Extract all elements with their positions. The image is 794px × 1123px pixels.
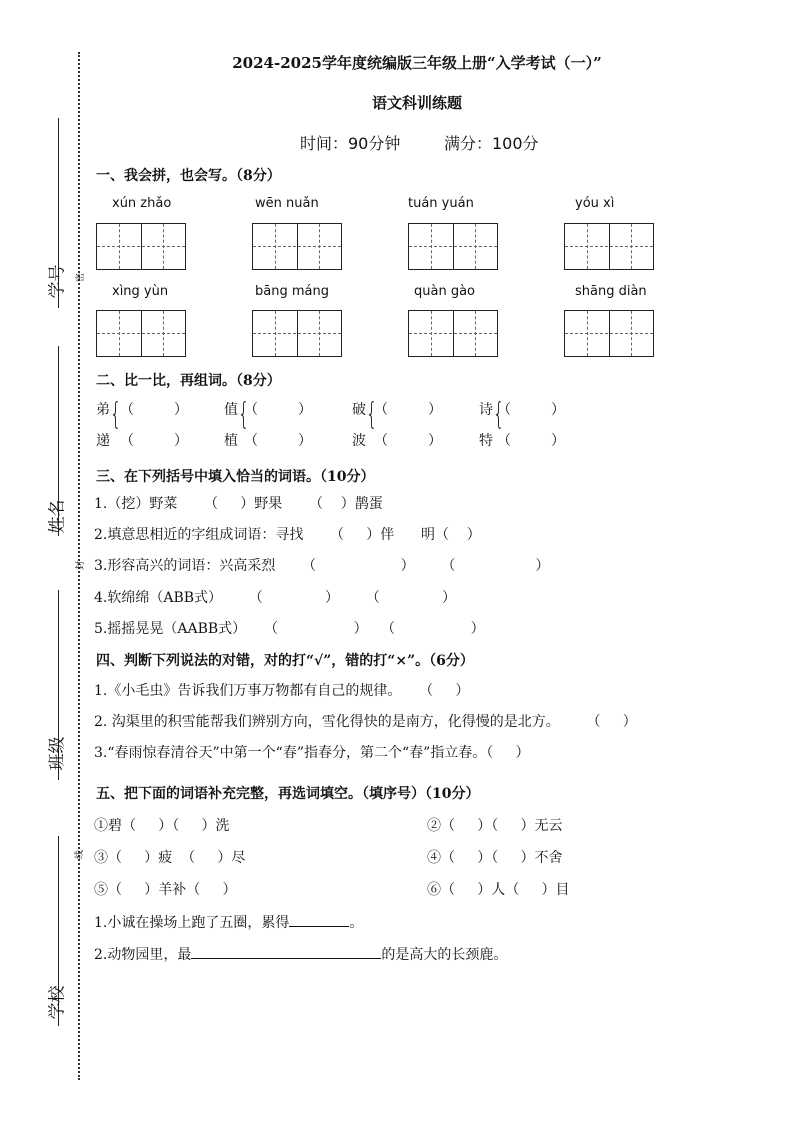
fill-sentence-1-end: 。 [349, 915, 364, 931]
class-label: 班级 [47, 736, 68, 771]
student-no-label: 学号 [47, 264, 68, 299]
seal-feng: 封 [76, 560, 87, 571]
brace-icon: { [109, 397, 122, 432]
fill-sentence-1 [94, 912, 363, 932]
compare-char: 递 [96, 433, 110, 449]
question-3-2[interactable]: 2.填意思相近的字组成词语：寻找 （ ）伴 明（ ） [94, 527, 481, 543]
idiom-item[interactable]: ③（ ）疲 （ ）尽 [94, 850, 246, 866]
pinyin-label: shāng diàn [575, 284, 647, 299]
writing-grid[interactable] [252, 310, 342, 357]
compare-char: 破 [352, 402, 366, 418]
compare-char: 值 [224, 402, 238, 418]
writing-grid[interactable] [96, 223, 186, 270]
section-3-title: 三、在下列括号中填入恰当的词语。（10分） [96, 469, 375, 485]
seal-xian: 线 [75, 849, 86, 860]
idiom-item[interactable]: ①碧（ ）（ ）洗 [94, 818, 230, 834]
idiom-item[interactable]: ⑥（ ）人（ ）目 [427, 882, 570, 898]
school-label: 学校 [47, 985, 68, 1020]
fill-sentence-2-end: 的是高大的长颈鹿。 [381, 947, 508, 963]
answer-blank[interactable]: （ ） [374, 433, 443, 449]
exam-title: 2024-2025学年度统编版三年级上册“入学考试（一）” [232, 54, 602, 72]
answer-blank[interactable]: （ ） [120, 402, 189, 418]
pinyin-label: yóu xì [575, 196, 615, 211]
section-2-title: 二、比一比，再组词。（8分） [96, 373, 281, 389]
writing-grid[interactable] [408, 223, 498, 270]
idiom-item[interactable]: ⑤（ ）羊补（ ） [94, 882, 237, 898]
compare-char: 植 [224, 433, 238, 449]
compare-char: 弟 [96, 402, 110, 418]
section-4-title: 四、判断下列说法的对错，对的打“√”，错的打“×”。（6分） [96, 653, 474, 669]
fill-sentence-2 [94, 944, 507, 964]
pinyin-label: xún zhǎo [112, 196, 172, 211]
writing-grid[interactable] [564, 223, 654, 270]
seal-mi: 密 [76, 272, 87, 283]
writing-grid[interactable] [96, 310, 186, 357]
name-label: 姓名 [47, 499, 68, 534]
brace-icon: { [492, 397, 505, 432]
pinyin-label: wēn nuǎn [255, 196, 319, 211]
writing-grid[interactable] [252, 223, 342, 270]
writing-grid[interactable] [408, 310, 498, 357]
answer-blank[interactable]: （ ） [497, 402, 566, 418]
question-3-5[interactable]: 5.摇摇晃晃（AABB式） （ ） （ ） [94, 621, 485, 637]
compare-char: 波 [352, 433, 366, 449]
answer-blank[interactable]: （ ） [374, 402, 443, 418]
question-4-3[interactable]: 3.“春雨惊春清谷天”中第一个“春”指春分，第二个“春”指立春。（ ） [94, 745, 530, 761]
question-3-1[interactable]: 1.（挖）野菜 （ ）野果 （ ）鹊蛋 [94, 496, 383, 512]
answer-blank[interactable]: （ ） [244, 433, 313, 449]
idiom-item[interactable]: ④（ ）（ ）不舍 [427, 850, 563, 866]
writing-grid[interactable] [564, 310, 654, 357]
fill-blank[interactable] [191, 944, 381, 959]
brace-icon: { [237, 397, 250, 432]
pinyin-label: tuán yuán [408, 196, 474, 211]
exam-time: 时间：90分钟 [300, 134, 401, 153]
fill-sentence-1-text: 1.小诚在操场上跑了五圈，累得 [94, 915, 290, 931]
exam-score: 满分：100分 [444, 134, 539, 153]
pinyin-label: quàn gào [414, 284, 476, 299]
question-4-1[interactable]: 1.《小毛虫》告诉我们万事万物都有自己的规律。 （ ） [94, 683, 470, 699]
compare-char: 特 [479, 433, 493, 449]
brace-icon: { [365, 397, 378, 432]
fill-blank[interactable] [289, 912, 349, 927]
compare-char: 诗 [479, 402, 493, 418]
exam-subtitle: 语文科训练题 [371, 94, 462, 112]
question-3-4[interactable]: 4.软绵绵（ABB式） （ ） （ ） [94, 590, 457, 606]
answer-blank[interactable]: （ ） [244, 402, 313, 418]
section-5-title: 五、把下面的词语补充完整，再选词填空。（填序号）（10分） [96, 786, 480, 802]
question-3-3[interactable]: 3.形容高兴的词语：兴高采烈 （ ） （ ） [94, 558, 550, 574]
idiom-item[interactable]: ②（ ）（ ）无云 [427, 818, 563, 834]
fill-sentence-2-text: 2.动物园里，最 [94, 947, 192, 963]
section-1-title: 一、我会拼，也会写。（8分） [96, 168, 281, 184]
answer-blank[interactable]: （ ） [120, 433, 189, 449]
answer-blank[interactable]: （ ） [497, 433, 566, 449]
pinyin-label: bāng máng [255, 284, 329, 299]
question-4-2[interactable]: 2. 沟渠里的积雪能帮我们辨别方向，雪化得快的是南方，化得慢的是北方。 （ ） [94, 714, 637, 730]
pinyin-label: xìng yùn [112, 284, 169, 299]
